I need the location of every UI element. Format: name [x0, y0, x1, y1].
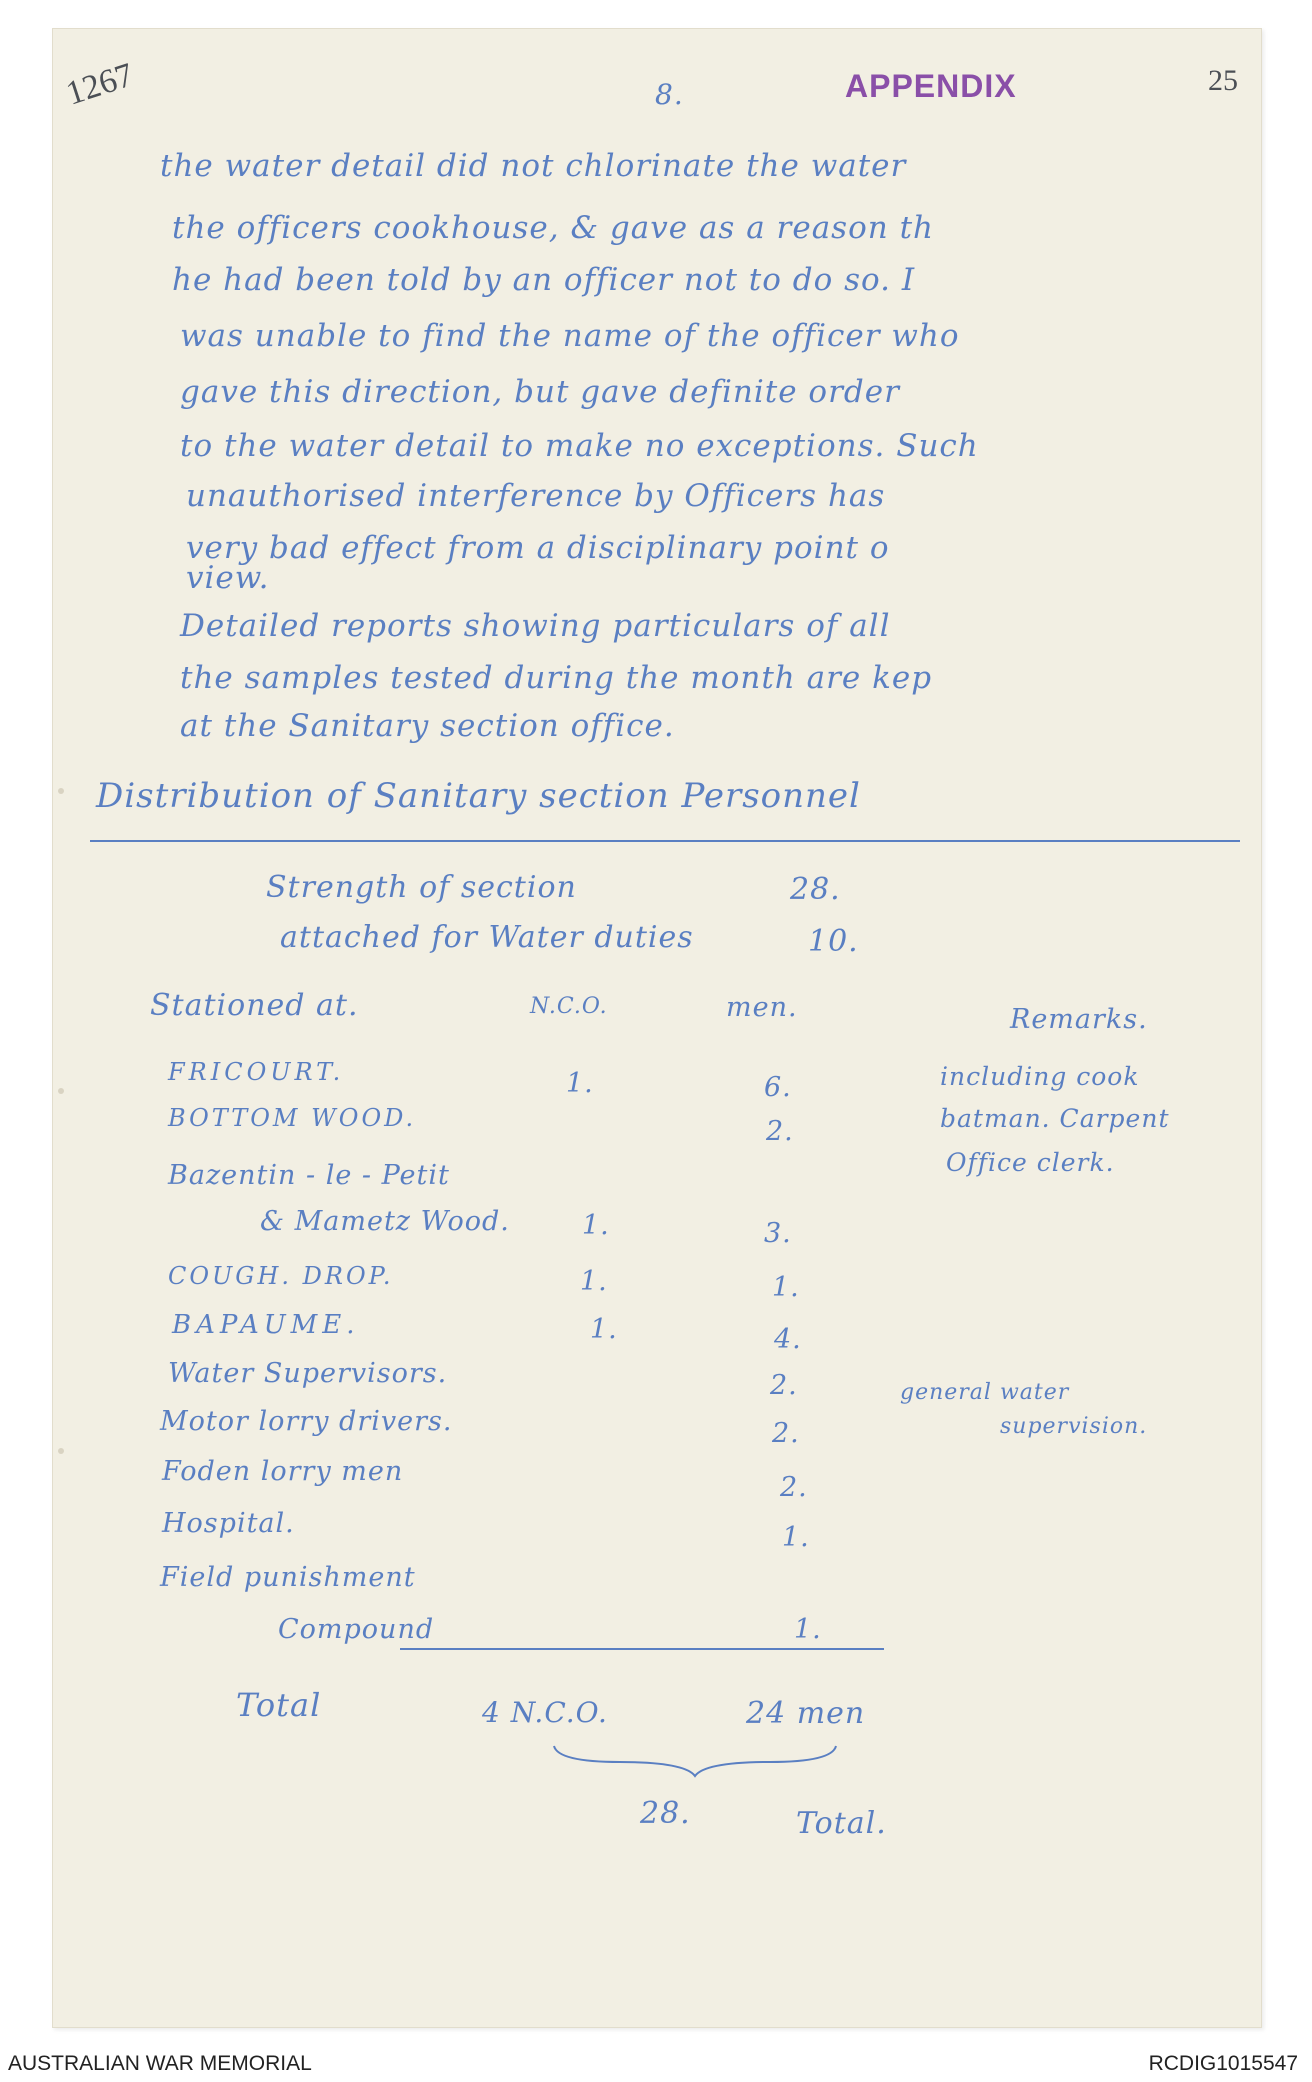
- punch-hole: [58, 1448, 64, 1454]
- nco-cell: 1.: [566, 1068, 594, 1099]
- total-men: 24 men: [746, 1696, 866, 1731]
- station-cell: Hospital.: [162, 1508, 295, 1539]
- total-label: Total: [236, 1686, 322, 1724]
- station-cell: Motor lorry drivers.: [160, 1406, 453, 1437]
- text-line: he had been told by an officer not to do so. I: [172, 262, 916, 298]
- text-line: to the water detail to make no exceptions. Such: [180, 428, 979, 464]
- men-cell: 1.: [782, 1522, 810, 1553]
- header-men: men.: [726, 992, 798, 1023]
- footer-id: RCDIG1015547: [1148, 2052, 1298, 2075]
- attached-label: attached for Water duties: [280, 920, 694, 955]
- men-cell: 3.: [764, 1218, 792, 1249]
- text-line: the officers cookhouse, & gave as a reason th: [172, 210, 934, 246]
- station-cell: COUGH. DROP.: [168, 1262, 394, 1290]
- men-cell: 2.: [770, 1370, 798, 1401]
- remarks-cell: general water: [900, 1380, 1070, 1405]
- station-cell: Bazentin - le - Petit: [168, 1160, 450, 1191]
- nco-cell: 1.: [580, 1266, 608, 1297]
- margin-number: 1267: [61, 56, 138, 113]
- remarks-cell: Office clerk.: [946, 1148, 1115, 1177]
- strength-value: 28.: [790, 872, 841, 907]
- remarks-cell: including cook: [940, 1062, 1140, 1091]
- text-line: Detailed reports showing particulars of all: [180, 608, 891, 644]
- men-cell: 4.: [774, 1324, 802, 1355]
- grand-total-value: 28.: [640, 1796, 691, 1831]
- grand-total-label: Total.: [796, 1806, 887, 1841]
- men-cell: 2.: [766, 1116, 794, 1147]
- punch-hole: [58, 1088, 64, 1094]
- appendix-stamp: APPENDIX: [845, 68, 1017, 104]
- station-cell-continued: Compound: [278, 1614, 435, 1645]
- station-cell: FRICOURT.: [168, 1058, 345, 1086]
- station-cell: BOTTOM WOOD.: [168, 1104, 417, 1132]
- men-cell: 2.: [772, 1418, 800, 1449]
- station-cell: Foden lorry men: [162, 1456, 404, 1487]
- total-brace: [550, 1740, 840, 1780]
- footer-source: AUSTRALIAN WAR MEMORIAL: [8, 2052, 312, 2075]
- men-cell: 2.: [780, 1472, 808, 1503]
- text-line: was unable to find the name of the officer who: [180, 318, 960, 354]
- men-cell: 1.: [794, 1614, 822, 1645]
- text-line: gave this direction, but gave definite order: [180, 374, 900, 410]
- punch-hole: [58, 788, 64, 794]
- text-line: unauthorised interference by Officers has: [186, 478, 886, 514]
- men-cell: 6.: [764, 1072, 792, 1103]
- men-cell: 1.: [772, 1272, 800, 1303]
- folio-number: 25: [1208, 64, 1238, 97]
- header-nco: N.C.O.: [530, 994, 608, 1019]
- page-number: 8.: [655, 78, 684, 111]
- section-heading: Distribution of Sanitary section Personnel: [96, 776, 861, 816]
- strength-label: Strength of section: [266, 870, 577, 905]
- header-station: Stationed at.: [150, 988, 359, 1023]
- text-line: the samples tested during the month are kep: [180, 660, 933, 696]
- nco-cell: 1.: [590, 1314, 618, 1345]
- total-rule: [400, 1648, 884, 1650]
- nco-cell: 1.: [582, 1210, 610, 1241]
- header-remarks: Remarks.: [1010, 1004, 1148, 1035]
- station-cell: BAPAUME.: [172, 1310, 360, 1340]
- remarks-cell: supervision.: [1000, 1414, 1148, 1439]
- station-cell: Water Supervisors.: [168, 1358, 448, 1389]
- text-line: the water detail did not chlorinate the water: [160, 148, 907, 184]
- remarks-cell: batman. Carpent: [940, 1104, 1170, 1133]
- station-cell: Field punishment: [160, 1562, 416, 1593]
- text-line: at the Sanitary section office.: [180, 708, 675, 744]
- station-cell-continued: & Mametz Wood.: [260, 1206, 510, 1237]
- text-line: very bad effect from a disciplinary point o: [186, 530, 890, 566]
- heading-underline: [90, 840, 1240, 842]
- attached-value: 10.: [808, 924, 859, 959]
- total-nco: 4 N.C.O.: [482, 1696, 608, 1729]
- text-line: view.: [186, 560, 270, 596]
